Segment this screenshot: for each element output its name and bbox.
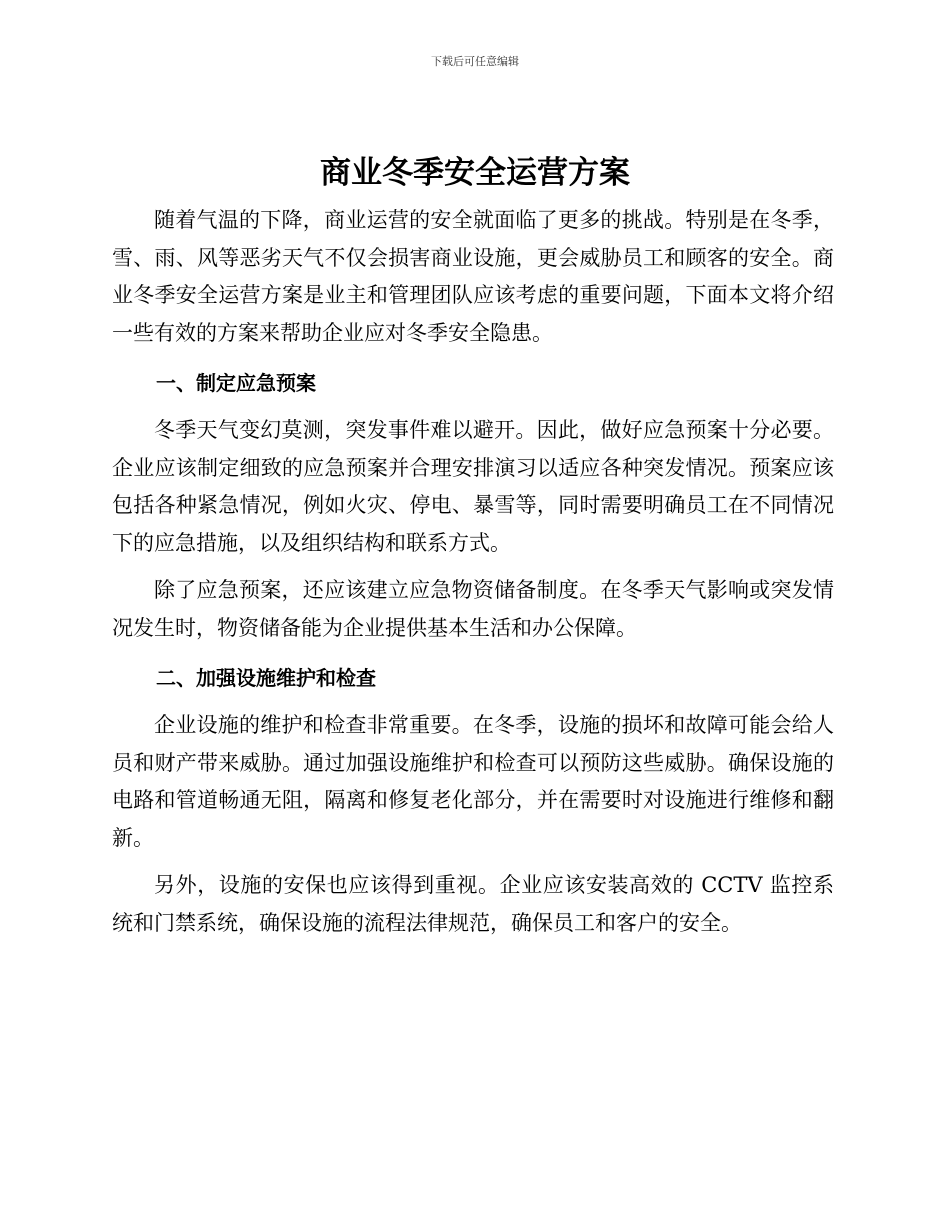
- section-heading-2: 二、加强设施维护和检查: [156, 666, 376, 690]
- document-body: [112, 202, 834, 942]
- header-note: 下载后可任意编辑: [431, 55, 519, 68]
- section-1-paragraph-2: 除了应急预案，还应该建立应急物资储备制度。在冬季天气影响或突发情况发生时，物资储备能为企业提供基本生活和办公保障。: [112, 578, 834, 640]
- section-2-paragraph-2: 另外，设施的安保也应该得到重视。企业应该安装高效的 CCTV 监控系统和门禁系统，确保设施的流程法律规范，确保员工和客户的安全。: [112, 873, 834, 935]
- section-heading-1: 一、制定应急预案: [156, 371, 316, 395]
- section-2-paragraph-1: 企业设施的维护和检查非常重要。在冬季，设施的损坏和故障可能会给人员和财产带来威胁。通过加强设施维护和检查可以预防这些威胁。确保设施的电路和管道畅通无阻，隔离和修复老化部分，并在需要时对设施进行维修和翻新。: [112, 713, 834, 850]
- intro-paragraph: 随着气温的下降，商业运营的安全就面临了更多的挑战。特别是在冬季，雪、雨、风等恶劣天气不仅会损害商业设施，更会威胁员工和顾客的安全。商业冬季安全运营方案是业主和管理团队应该考虑的重要问题，下面本文将介绍一些有效的方案来帮助企业应对冬季安全隐患。: [112, 208, 834, 345]
- section-1-paragraph-1: 冬季天气变幻莫测，突发事件难以避开。因此，做好应急预案十分必要。企业应该制定细致的应急预案并合理安排演习以适应各种突发情况。预案应该包括各种紧急情况，例如火灾、停电、暴雪等，同时需要明确员工在不同情况下的应急措施，以及组织结构和联系方式。: [112, 418, 834, 555]
- document-title: 商业冬季安全运营方案: [320, 155, 630, 191]
